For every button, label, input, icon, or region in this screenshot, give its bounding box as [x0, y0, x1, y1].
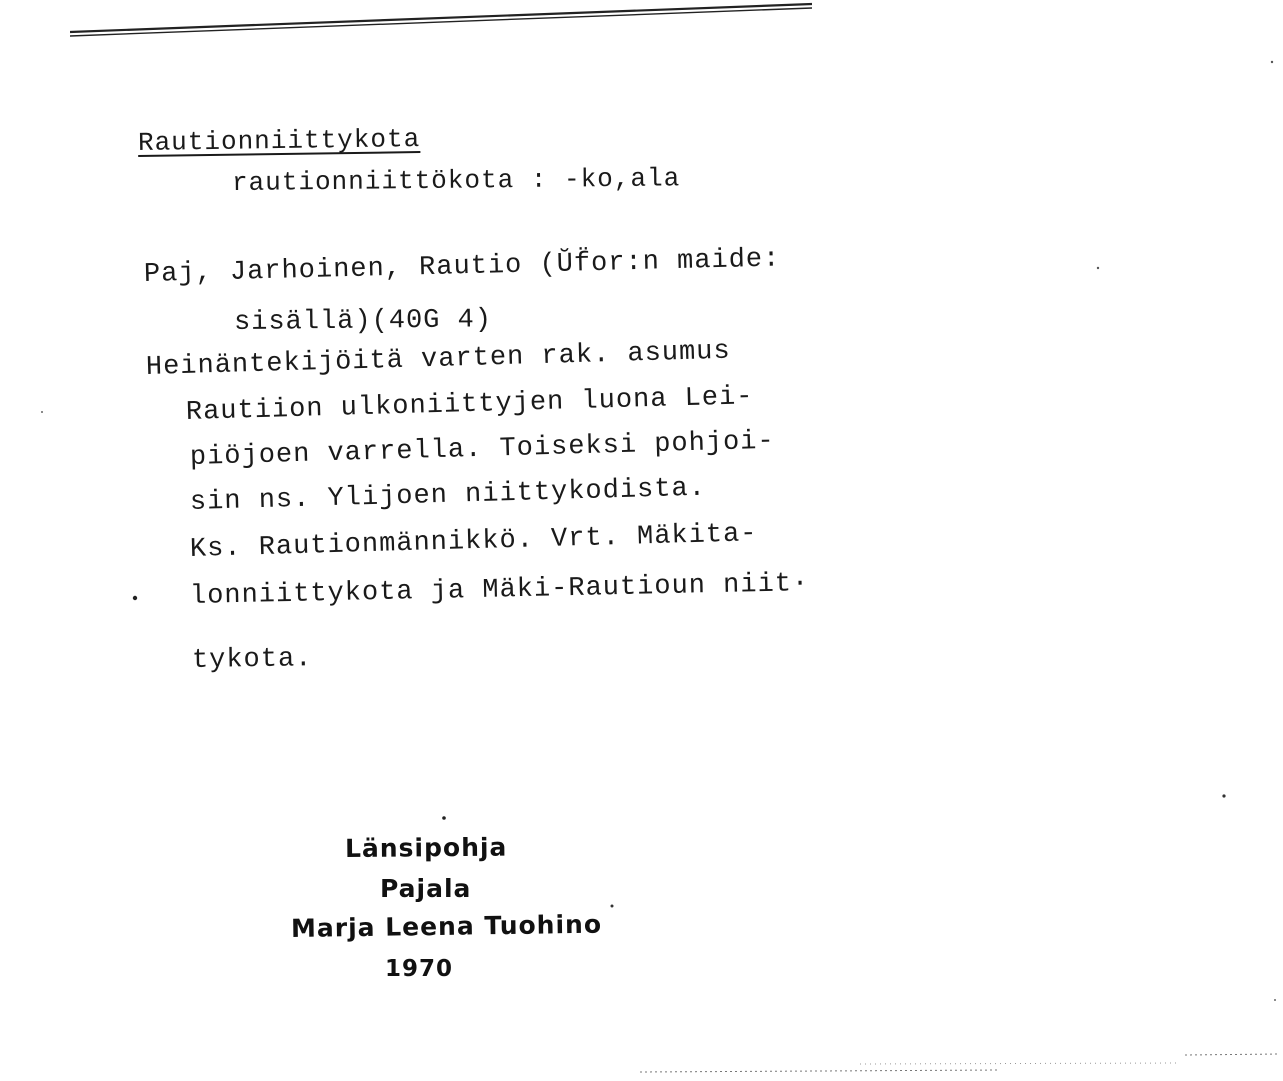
description-line: sin ns. Ylijoen niittykodista. [189, 473, 707, 518]
source-line-2: sisällä)(40G 4) [233, 305, 493, 338]
stamp-collector: Marja Leena Tuohino [290, 909, 603, 943]
source-line-1: Paj, Jarhoinen, Rautio (Ŭf̈or:n maide: [143, 244, 781, 290]
stamp-region: Länsipohja [344, 832, 508, 863]
headword: Rautionniittykota [137, 124, 421, 158]
description-line: piöjoen varrella. Toiseksi pohjoi- [189, 426, 776, 473]
phonetic-transcription: rautionniittökota : -ko,ala [231, 163, 681, 198]
description-line: lonniittykota ja Mäki-Rautioun niit· [189, 569, 810, 612]
description-line: Rautiion ulkoniittyjen luona Lei- [185, 382, 754, 428]
description-line: Ks. Rautionmännikkö. Vrt. Mäkita- [189, 519, 758, 565]
description-line: tykota. [191, 644, 313, 676]
description-line: Heinäntekijöitä varten rak. asumus [145, 336, 732, 383]
stamp-year: 1970 [385, 956, 454, 982]
top-border-rule [70, 2, 812, 38]
stamp-parish: Pajala [380, 874, 472, 903]
